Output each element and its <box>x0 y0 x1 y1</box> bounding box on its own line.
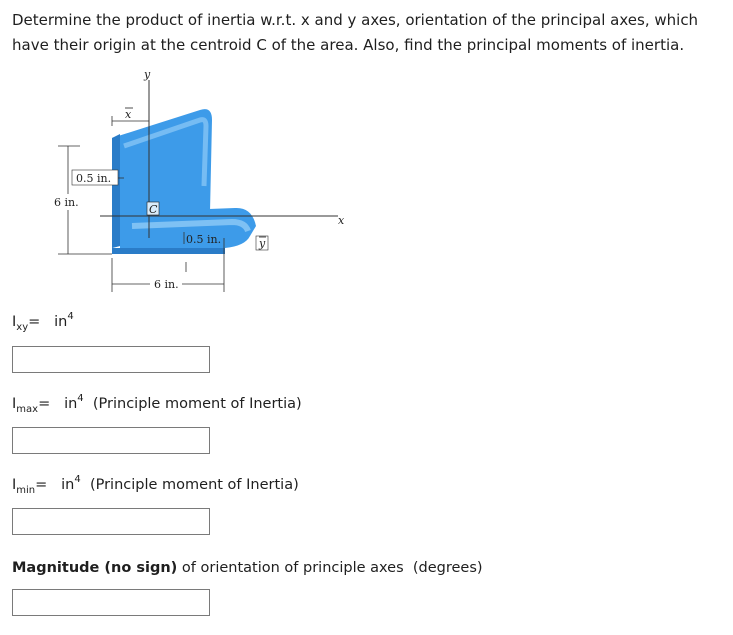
imax-input[interactable] <box>12 427 210 454</box>
dim-thickness-bottom: 0.5 in. <box>186 233 222 246</box>
dim-width: 6 in. <box>154 278 179 291</box>
ixy-input[interactable] <box>12 346 210 373</box>
ybar-label: y <box>259 237 266 250</box>
y-axis-label: y <box>144 68 151 81</box>
vertical-leg-front-edge <box>112 134 120 248</box>
orientation-input[interactable] <box>12 589 210 616</box>
question-text: Determine the product of inertia w.r.t. x and y axes, orientation of the principal axes, which have their origin at the centroid C of the area. Also, find the principal moments of inertia. <box>12 11 699 54</box>
angle-section-figure <box>40 66 370 302</box>
imin-label: $I_{min}=$ $in^4$ (Principle moment of Inertia) <box>12 474 299 496</box>
dim-height: 6 in. <box>54 196 79 209</box>
dim-thickness-top: 0.5 in. <box>76 172 112 185</box>
orientation-label: Magnitude (no sign) of orientation of principle axes (degrees) <box>12 560 483 576</box>
xbar-label: x <box>125 108 132 121</box>
bottom-leg-front-face <box>112 248 225 254</box>
imax-label: $I_{max}=$ $in^4$ (Principle moment of Inertia) <box>12 393 302 415</box>
centroid-label: C <box>149 203 158 216</box>
ixy-label: $I_{xy}=$ $in^4$ <box>12 311 74 333</box>
imin-input[interactable] <box>12 508 210 535</box>
figure-svg <box>40 66 370 302</box>
x-axis-label: x <box>338 214 345 227</box>
